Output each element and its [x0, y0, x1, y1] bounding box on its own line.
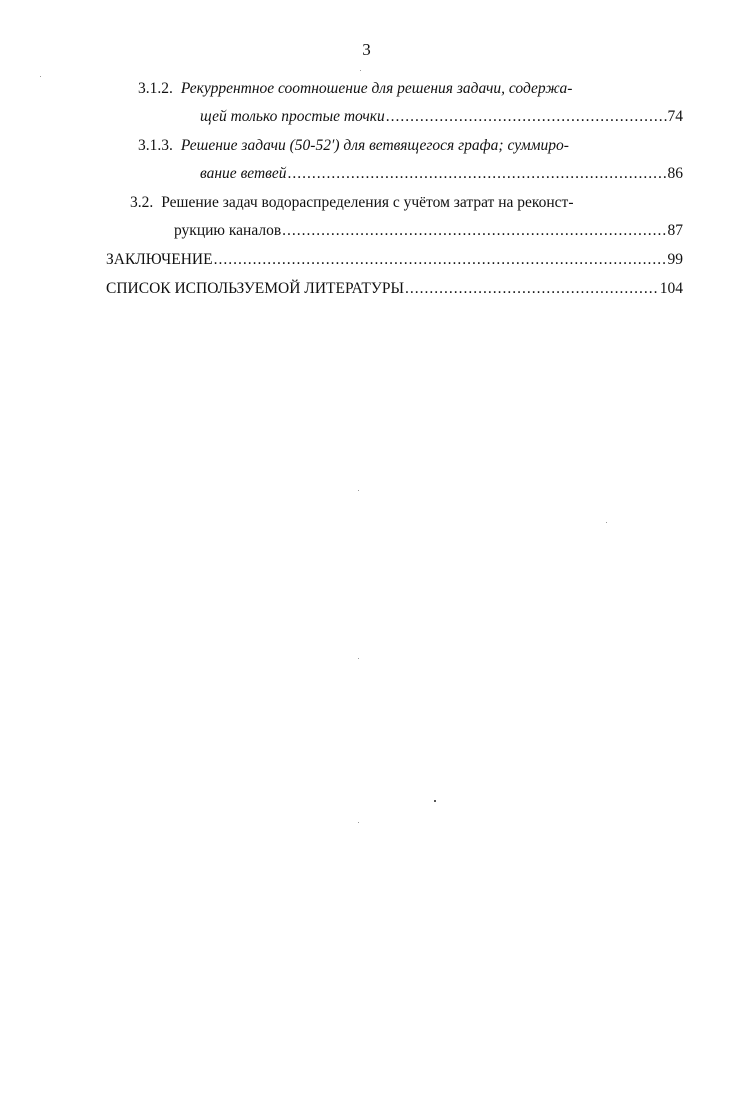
- scan-speck: [358, 658, 359, 659]
- toc-page-number: 86: [667, 165, 683, 182]
- toc-entry-title: Решение задач водораспределения с учётом затрат на реконст-: [161, 194, 574, 211]
- dot-leader: [282, 222, 666, 240]
- scan-speck: [434, 800, 436, 802]
- dot-leader: [386, 108, 667, 126]
- toc-entry-number: 3.1.3.: [138, 137, 173, 154]
- dot-leader: [214, 251, 667, 269]
- toc-entry-number: 3.1.2.: [138, 80, 173, 97]
- toc-entry-3-1-2: [138, 80, 683, 102]
- toc-entry-title: Рекуррентное соотношение для решения задачи, содержа-: [180, 80, 573, 97]
- scan-speck: [358, 822, 359, 823]
- toc-entry-conclusion: [106, 251, 683, 273]
- dot-leader: [288, 165, 667, 183]
- page-number: 3: [362, 40, 371, 59]
- toc-page-number: 99: [667, 251, 683, 268]
- toc-entry-number: 3.2.: [130, 194, 154, 211]
- toc-entry-title: Решение задачи (50-52′) для ветвящегося графа; суммиро-: [180, 137, 569, 154]
- toc-entry-title-cont: щей только простые точки: [200, 108, 385, 125]
- toc-page-number: 74: [667, 108, 683, 125]
- toc-entry-3-2: [130, 194, 683, 216]
- toc-entry-3-1-3: [138, 137, 683, 159]
- toc-entry-3-1-2-cont: [200, 108, 683, 130]
- toc-entry-title-cont: рукцию каналов: [174, 222, 282, 239]
- scan-speck: [40, 76, 41, 77]
- toc-entry-title-cont: вание ветвей: [200, 165, 287, 182]
- toc-page-number: 104: [659, 280, 683, 297]
- toc-page-number: 87: [667, 222, 683, 239]
- scan-speck: [360, 70, 361, 71]
- toc-entry-title: СПИСОК ИСПОЛЬЗУЕМОЙ ЛИТЕРАТУРЫ: [106, 280, 404, 297]
- toc-entry-3-2-cont: [174, 222, 683, 244]
- dot-leader: [405, 280, 659, 298]
- toc-entry-references: [106, 280, 683, 302]
- toc-entry-title: ЗАКЛЮЧЕНИЕ: [106, 251, 213, 268]
- scan-speck: [606, 522, 607, 523]
- scan-speck: [358, 490, 359, 491]
- toc-entry-3-1-3-cont: [200, 165, 683, 187]
